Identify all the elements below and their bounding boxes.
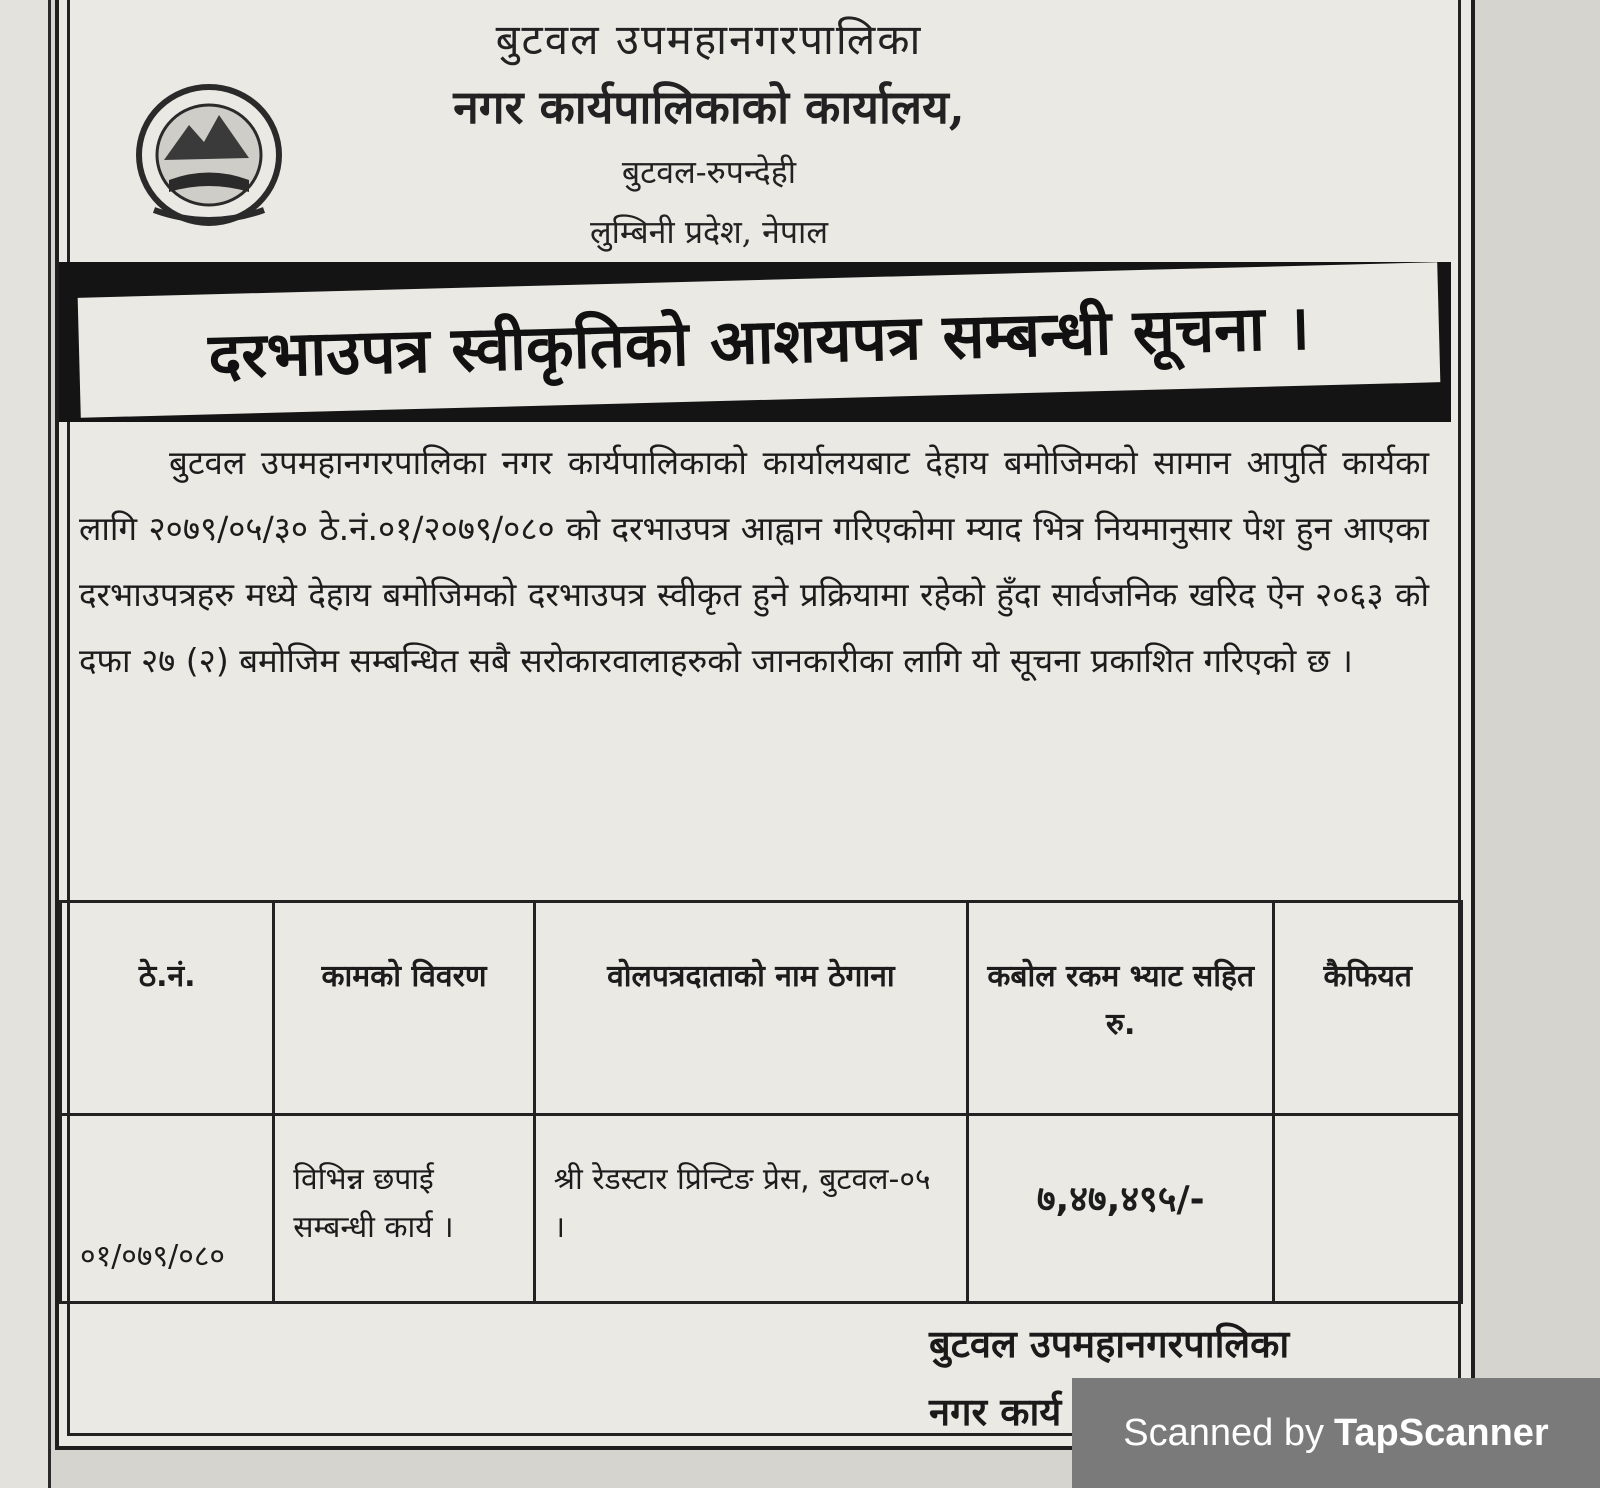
notice-body: बुटवल उपमहानगरपालिका नगर कार्यपालिकाको कार्यालयबाट देहाय बमोजिमको सामान आपुर्ति कार्यका लागि २०७९/०५/३० ठे.नं.०१/२०७९/०८० को दरभाउपत्र आह्वान गरिएकोमा म्याद भित्र नियमानुसार पेश हुन आएका दरभाउपत्रहरु मध्ये देहाय बमोजिमको दरभाउपत्र स्वीकृत हुने प्रक्रियामा रहेको हुँदा सार्वजनिक खरिद ऐन २०६३ को दफा २७ (२) बमोजिम सम्बन्धित सबै सरोकारवालाहरुको जानकारीका लागि यो सूचना प्रकाशित गरिएको छ । (79, 443, 1429, 680)
cell-bid-amount: ७,४७,४९५/- (967, 1115, 1274, 1303)
location-district: बुटवल-रुपन्देही (621, 153, 797, 191)
nepal-emblem-icon (134, 80, 284, 230)
notice-title: दरभाउपत्र स्वीकृतिको आशयपत्र सम्बन्धी सूचना । (78, 262, 1441, 418)
signature-line2: नगर कार्य (929, 1390, 1062, 1434)
location-province: लुम्बिनी प्रदेश, नेपाल (589, 213, 829, 251)
signature-line1: बुटवल उपमहानगरपालिका (929, 1322, 1290, 1366)
bid-table (59, 900, 1463, 1304)
watermark-prefix: Scanned by (1123, 1411, 1324, 1454)
header-bid-amount: कबोल रकम भ्याट सहित रु. (967, 902, 1274, 1115)
scanner-watermark (1072, 1378, 1600, 1488)
table-row (61, 1115, 1462, 1303)
table-header-row (61, 902, 1462, 1115)
cell-bidder-name-address: श्री रेडस्टार प्रिन्टिङ प्रेस, बुटवल-०५ । (534, 1115, 967, 1303)
header-remarks: कैफियत (1274, 902, 1462, 1115)
header-bidder-name-address: वोलपत्रदाताको नाम ठेगाना (534, 902, 967, 1115)
watermark-brand: TapScanner (1334, 1411, 1549, 1454)
adjacent-page-strip (0, 0, 51, 1488)
cell-contract-no: ०१/०७९/०८० (61, 1115, 274, 1303)
header-contract-no: ठे.नं. (61, 902, 274, 1115)
cell-remarks (1274, 1115, 1462, 1303)
municipality-name: बुटवल उपमहानगरपालिका (495, 15, 923, 64)
public-notice (55, 0, 1475, 1450)
header-work-description: कामको विवरण (274, 902, 535, 1115)
cell-work-description: विभिन्न छपाई सम्बन्धी कार्य । (274, 1115, 535, 1303)
office-name: नगर कार्यपालिकाको कार्यालय, (453, 80, 965, 134)
